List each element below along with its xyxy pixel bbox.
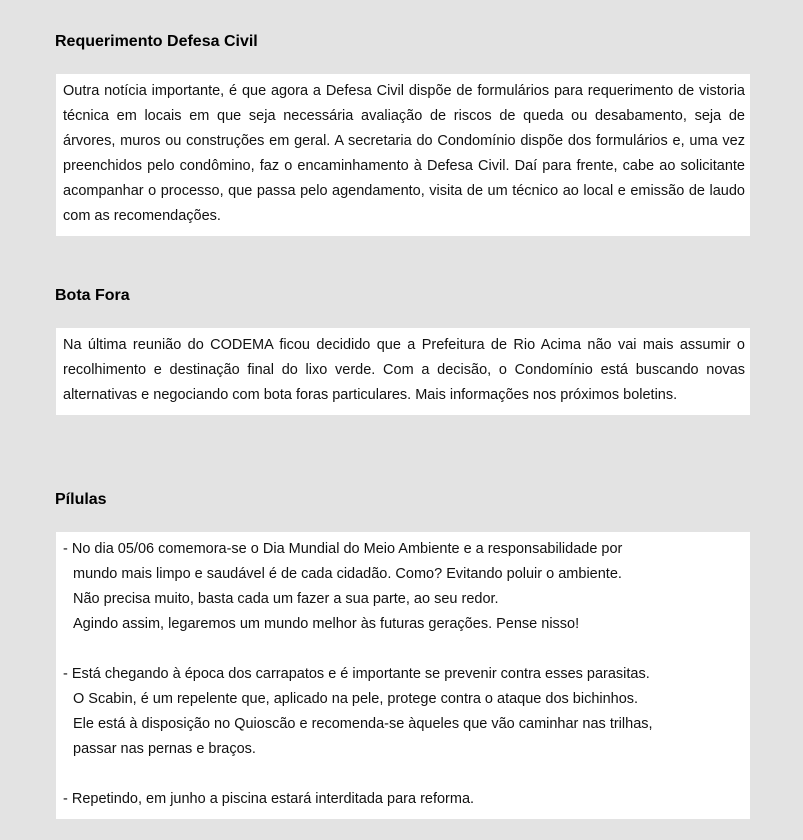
pill-line: passar nas pernas e braços. [73, 741, 256, 757]
pill-item-meio-ambiente [63, 537, 745, 637]
pill-line: Não precisa muito, basta cada um fazer a sua parte, ao seu redor. [73, 591, 499, 607]
section-title-pilulas: Pílulas [55, 491, 107, 508]
pill-line: - Está chegando à época dos carrapatos e é importante se prevenir contra esses parasitas. [63, 666, 650, 682]
section-paragraph: Na última reunião do CODEMA ficou decidido que a Prefeitura de Rio Acima não vai mais assumir o recolhimento e destinação final do lixo verde. Com a decisão, o Condomínio está buscando novas alternativas e negociando com bota foras particulares. Mais informações nos próximos boletins. [63, 337, 745, 403]
spacer [63, 637, 745, 662]
pill-line: Ele está à disposição no Quioscão e recomenda-se àqueles que vão caminhar nas trilhas, [73, 716, 653, 732]
pill-item-carrapatos [63, 662, 745, 762]
pill-line: Agindo assim, legaremos um mundo melhor às futuras gerações. Pense nisso! [73, 616, 580, 632]
section-title-bota-fora: Bota Fora [55, 287, 130, 304]
section-body-bota-fora [56, 328, 750, 415]
section-body-defesa-civil [56, 74, 750, 236]
section-title-defesa-civil: Requerimento Defesa Civil [55, 33, 258, 50]
spacer [63, 762, 745, 787]
section-body-pilulas [56, 532, 750, 819]
pill-line: O Scabin, é um repelente que, aplicado na pele, protege contra o ataque dos bichinhos. [73, 691, 639, 707]
pill-line: - Repetindo, em junho a piscina estará interditada para reforma. [63, 791, 475, 807]
pill-item-piscina [63, 787, 745, 812]
pill-line: - No dia 05/06 comemora-se o Dia Mundial do Meio Ambiente e a responsabilidade por [63, 541, 623, 557]
section-paragraph: Outra notícia importante, é que agora a Defesa Civil dispõe de formulários para requerimento de vistoria técnica em locais em que seja necessária avaliação de riscos de queda ou desabamento, seja de árvores, muros ou construções em geral. A secretaria do Condomínio dispõe dos formulários e, uma vez preenchidos pelo condômino, faz o encaminhamento à Defesa Civil. Daí para frente, cabe ao solicitante acompanhar o processo, que passa pelo agendamento, visita de um técnico ao local e emissão de laudo com as recomendações. [63, 83, 745, 224]
pill-line: mundo mais limpo e saudável é de cada cidadão. Como? Evitando poluir o ambiente. [73, 566, 622, 582]
